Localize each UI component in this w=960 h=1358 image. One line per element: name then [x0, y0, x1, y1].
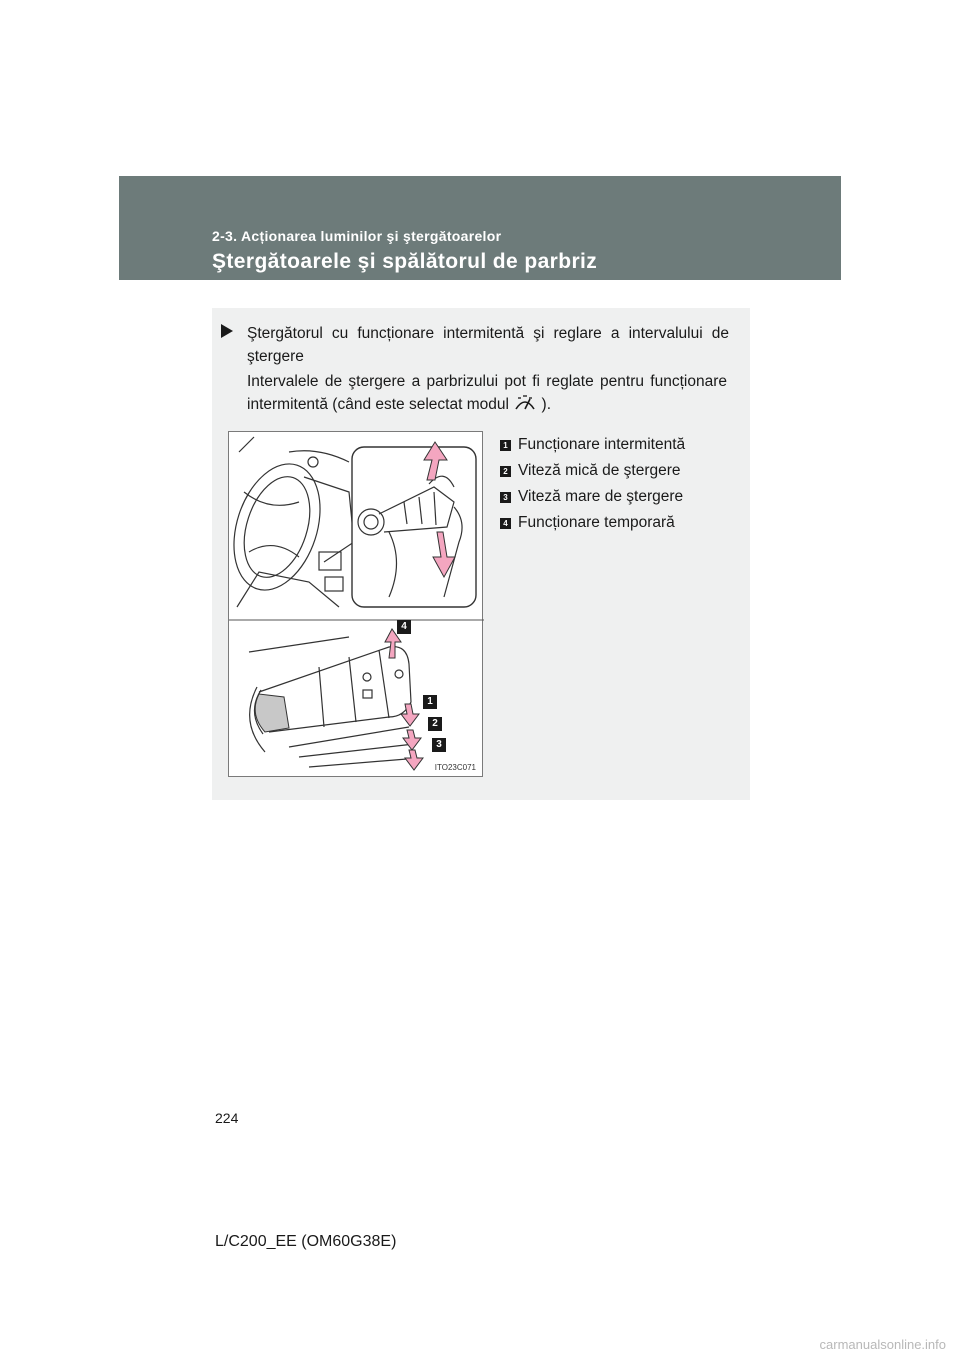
legend-item: [500, 458, 685, 484]
legend-label: Viteză mare de ştergere: [518, 488, 684, 505]
intermittent-arrow-icon: [401, 704, 419, 726]
callout-1: 1: [423, 695, 437, 709]
bullet-item: [221, 322, 729, 368]
legend-item: [500, 510, 685, 536]
page-number: 224: [215, 1110, 239, 1126]
legend-list: [500, 432, 685, 536]
legend-number: 3: [500, 492, 511, 503]
section-header: [119, 176, 841, 280]
info-panel: [212, 308, 750, 800]
lever-tip: [255, 694, 289, 732]
bullet-arrow-icon: [221, 324, 233, 338]
legend-item: [500, 484, 685, 510]
legend-number: 4: [500, 518, 511, 529]
callout-2: 2: [428, 717, 442, 731]
windshield-wiper-intermittent-icon: [513, 394, 537, 412]
watermark: carmanualsonline.info: [819, 1337, 946, 1352]
body-text-before-icon: Intervalele de ştergere a parbrizului pot fi reglate pentru funcționare intermitentă (când este selectat modul: [247, 373, 727, 413]
low-speed-arrow-icon: [403, 730, 421, 750]
body-paragraph: [247, 370, 727, 416]
callout-3: 3: [432, 738, 446, 752]
legend-label: Funcționare intermitentă: [518, 436, 686, 453]
page-title: Ştergătoarele şi spălătorul de parbriz: [212, 250, 598, 273]
legend-label: Funcționare temporară: [518, 514, 675, 531]
legend-number: 1: [500, 440, 511, 451]
figure-id: ITO23C071: [434, 763, 476, 772]
manual-code: L/C200_EE (OM60G38E): [215, 1233, 397, 1250]
callout-4: 4: [397, 620, 411, 634]
dashboard-sketch: [229, 437, 354, 607]
bullet-heading: Ştergătorul cu funcționare intermitentă şi reglare a intervalului de ştergere: [247, 325, 729, 365]
zoom-inset: [352, 447, 476, 607]
wiper-lever-figure: [228, 431, 483, 777]
section-title: 2-3. Acționarea luminilor şi ştergătoarelor: [212, 228, 502, 244]
body-text-after-icon: ).: [541, 396, 552, 413]
wiper-lever-illustration: [229, 432, 484, 778]
legend-item: [500, 432, 685, 458]
high-speed-arrow-icon: [405, 750, 423, 770]
legend-label: Viteză mică de ştergere: [518, 462, 681, 479]
legend-number: 2: [500, 466, 511, 477]
